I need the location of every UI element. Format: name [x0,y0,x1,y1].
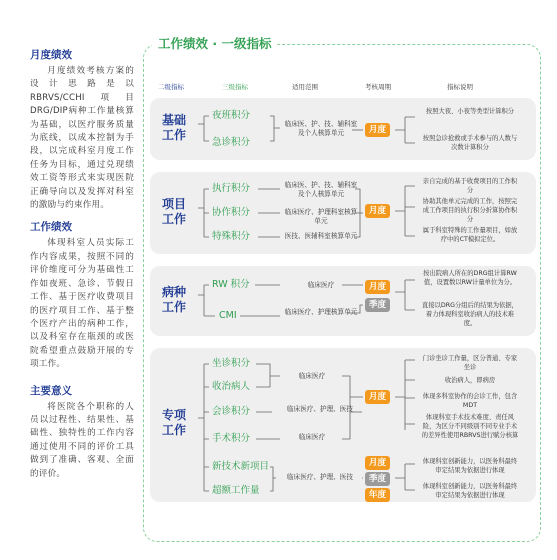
category-disease: 病种工作 [161,285,186,314]
period-badge-monthly: 月度 [365,204,390,218]
scope-basic: 临床医、护、技、辅科室及个人核算单元 [284,120,358,137]
left-column [30,48,134,489]
section-title-monthly: 月度绩效 [30,49,72,61]
period-badge-quarterly: 季度 [365,472,390,486]
scope-special-outpatient: 临床医疗 [298,372,326,380]
section-title-work: 工作绩效 [30,221,72,234]
scope-special-new-tech: 临床医疗、护理、医技 [287,473,353,481]
sub-indicator-admission: 收治病人 [212,381,251,392]
column-header-period: 考核周期 [365,83,391,91]
panel-title: 工作绩效 · 一级指标 [152,36,277,52]
sub-indicator-night-shift: 夜班积分 [212,110,251,121]
column-header-description: 指标说明 [447,83,473,91]
period-badge-monthly: 月度 [365,123,390,137]
note-new-tech: 体现科室创新能力，以医务科最终审定结果为依据进行体现 [422,458,518,474]
sub-indicator-collaboration: 协作积分 [212,207,251,218]
scope-special-consultation: 临床医疗、护理、医技 [287,405,353,413]
period-badge-monthly: 月度 [365,390,390,404]
scope-project-collaboration: 临床医疗、护理科室核算单元 [284,208,358,225]
note-admission: 收治病人，即病房 [444,377,496,384]
note-collaboration: 协助其他单元完成的工作，按照完成工作项目的执行积分折算协作积分 [422,198,518,223]
scope-project-execution: 临床医、护、技、辅科室及个人核算单元 [284,181,358,198]
note-consultation: 体现多科室协作的会诊工作，包含MDT [422,393,518,409]
scope-project-special: 医技、医辅科室核算单元 [284,232,358,240]
period-badge-monthly: 月度 [365,280,390,294]
sub-indicator-cmi: CMI [219,310,237,321]
note-special: 属于科室特殊的工作量项目，如放疗中的CT模拟定位。 [422,227,518,243]
section-body-work: 体现科室人员实际工作内容成果，按照不同的评价维度可分为基础性工作如夜班、急诊、节假日工作、基于医疗收费项目的医疗项目工作、基于整个医疗产出的病种工作，以及科室存在瓶颈的或医院希望重点鼓励开展的专项工作。 [30,238,134,370]
note-emergency: 按照急诊抢救或手术参与的人数与次数计算积分 [422,135,518,151]
column-header-level3: 三级指标 [222,83,248,91]
category-basic: 基础工作 [161,113,186,142]
sub-indicator-execution: 执行积分 [212,183,251,194]
sub-indicator-excess-workload: 超额工作量 [212,485,260,496]
sub-indicator-consultation: 会诊积分 [212,406,251,417]
note-cmi: 直接以DRG分组后的结果为依据，着力体现科室收治病人的技术难度。 [422,302,518,327]
section-body-monthly: 月度绩效考核方案的设计思路是以RBRVS/CCHI项目DRG/DIP病种工作量核算为基础，以医疗服务质量为底线，以成本控制为手段，以完成科室月度工作任务为目标，通过兑现绩效工资等形式来实现医院正确导向以及发挥对科室的激励与约束作用。 [30,66,134,211]
note-night-shift: 按照大夜、小夜等类型计算积分 [425,108,515,115]
column-header-level2: 二级指标 [158,83,184,91]
note-rw: 按出院病人所在的DRG组计算RW值，设置数以RW计量单位为分。 [423,270,517,286]
sub-indicator-rw: RW 积分 [212,279,250,290]
category-special: 专项工作 [161,408,186,437]
section-title-meaning: 主要意义 [30,384,72,397]
section-body-meaning: 将医院各个职称的人员以过程性、结果性、基础性、独特性的工作内容通过使用不同的评价工具做到了准确、客观、全面的评价。 [30,401,134,479]
sub-indicator-new-tech: 新技术新项目 [212,461,270,472]
scope-special-surgery: 临床医疗 [298,433,326,441]
sub-indicator-surgery: 手术积分 [212,433,251,444]
scope-disease-cmi: 临床医疗、护理核算单元 [284,308,358,316]
category-project: 项目工作 [161,197,186,226]
note-excess-workload: 体现科室创新能力，以医务科最终审定结果为依据进行体现 [422,483,518,499]
note-outpatient: 门诊坐诊工作量，区分普通、专家坐诊 [422,355,518,371]
column-header-scope: 适用范围 [292,83,318,91]
note-surgery: 体现科室手术技术难度、责任风险，为区分不同级别不同专业手术的差异性使用RBRVS进行赋分核算 [421,414,519,439]
period-badge-monthly: 月度 [365,456,390,470]
period-badge-quarterly: 季度 [365,298,390,312]
sub-indicator-emergency: 急诊积分 [212,137,251,148]
sub-indicator-outpatient: 坐诊积分 [212,358,251,369]
scope-disease-rw: 临床医疗 [307,281,335,289]
note-execution: 亲自完成的基于收费项目的工作积分 [422,178,518,194]
period-badge-yearly: 年度 [365,488,390,502]
sub-indicator-special: 特殊积分 [212,231,251,242]
